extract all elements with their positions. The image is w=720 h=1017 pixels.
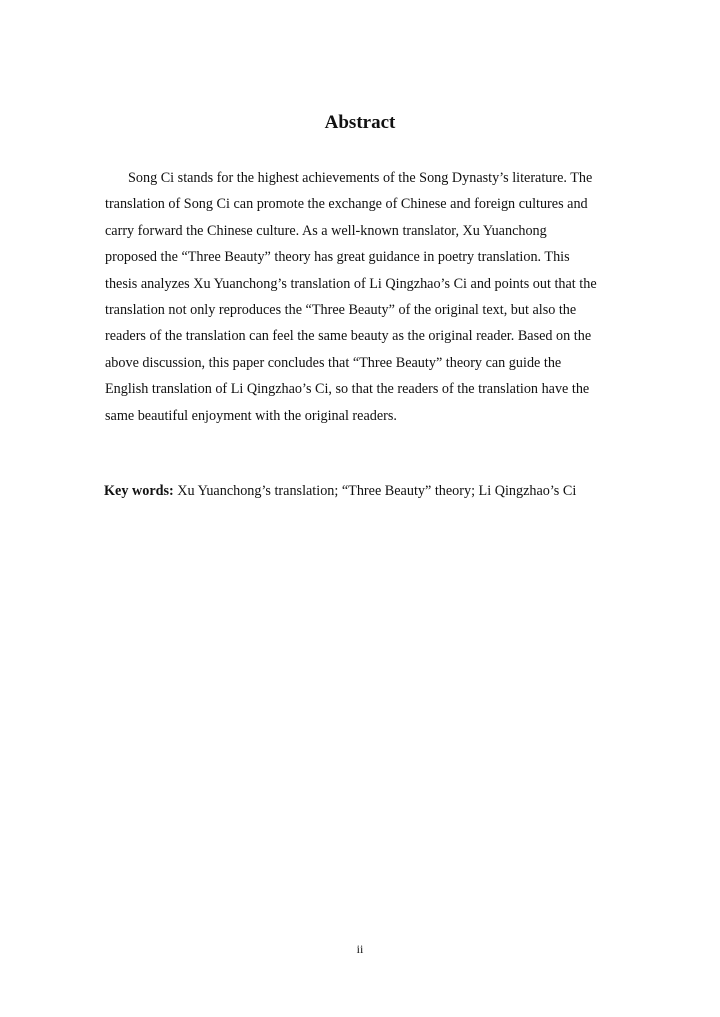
keywords-text: Xu Yuanchong’s translation; “Three Beauty” theory; Li Qingzhao’s Ci [177,483,577,499]
abstract-line: Song Ci stands for the highest achievements of the Song Dynasty’s literature. The [128,170,593,186]
abstract-line: same beautiful enjoyment with the original readers. [105,407,397,424]
abstract-line: proposed the “Three Beauty” theory has great guidance in poetry translation. This [105,249,570,266]
abstract-line: translation not only reproduces the “Three Beauty” of the original text, but also the [105,302,577,319]
abstract-line: thesis analyzes Xu Yuanchong’s translation of Li Qingzhao’s Ci and points out that the [105,275,597,292]
abstract-line: English translation of Li Qingzhao’s Ci, so that the readers of the translation have the [105,381,590,398]
keywords-label: Key words: [104,483,174,499]
keywords [104,480,576,502]
page-number: ii [356,942,364,956]
abstract-title: Abstract [324,112,396,133]
abstract-line: translation of Song Ci can promote the exchange of Chinese and foreign cultures and [105,196,588,213]
abstract-body [105,165,625,429]
abstract-line: above discussion, this paper concludes that “Three Beauty” theory can guide the [105,354,562,371]
abstract-line: carry forward the Chinese culture. As a well-known translator, Xu Yuanchong [105,222,547,239]
abstract-line: readers of the translation can feel the same beauty as the original reader. Based on the [105,328,592,345]
